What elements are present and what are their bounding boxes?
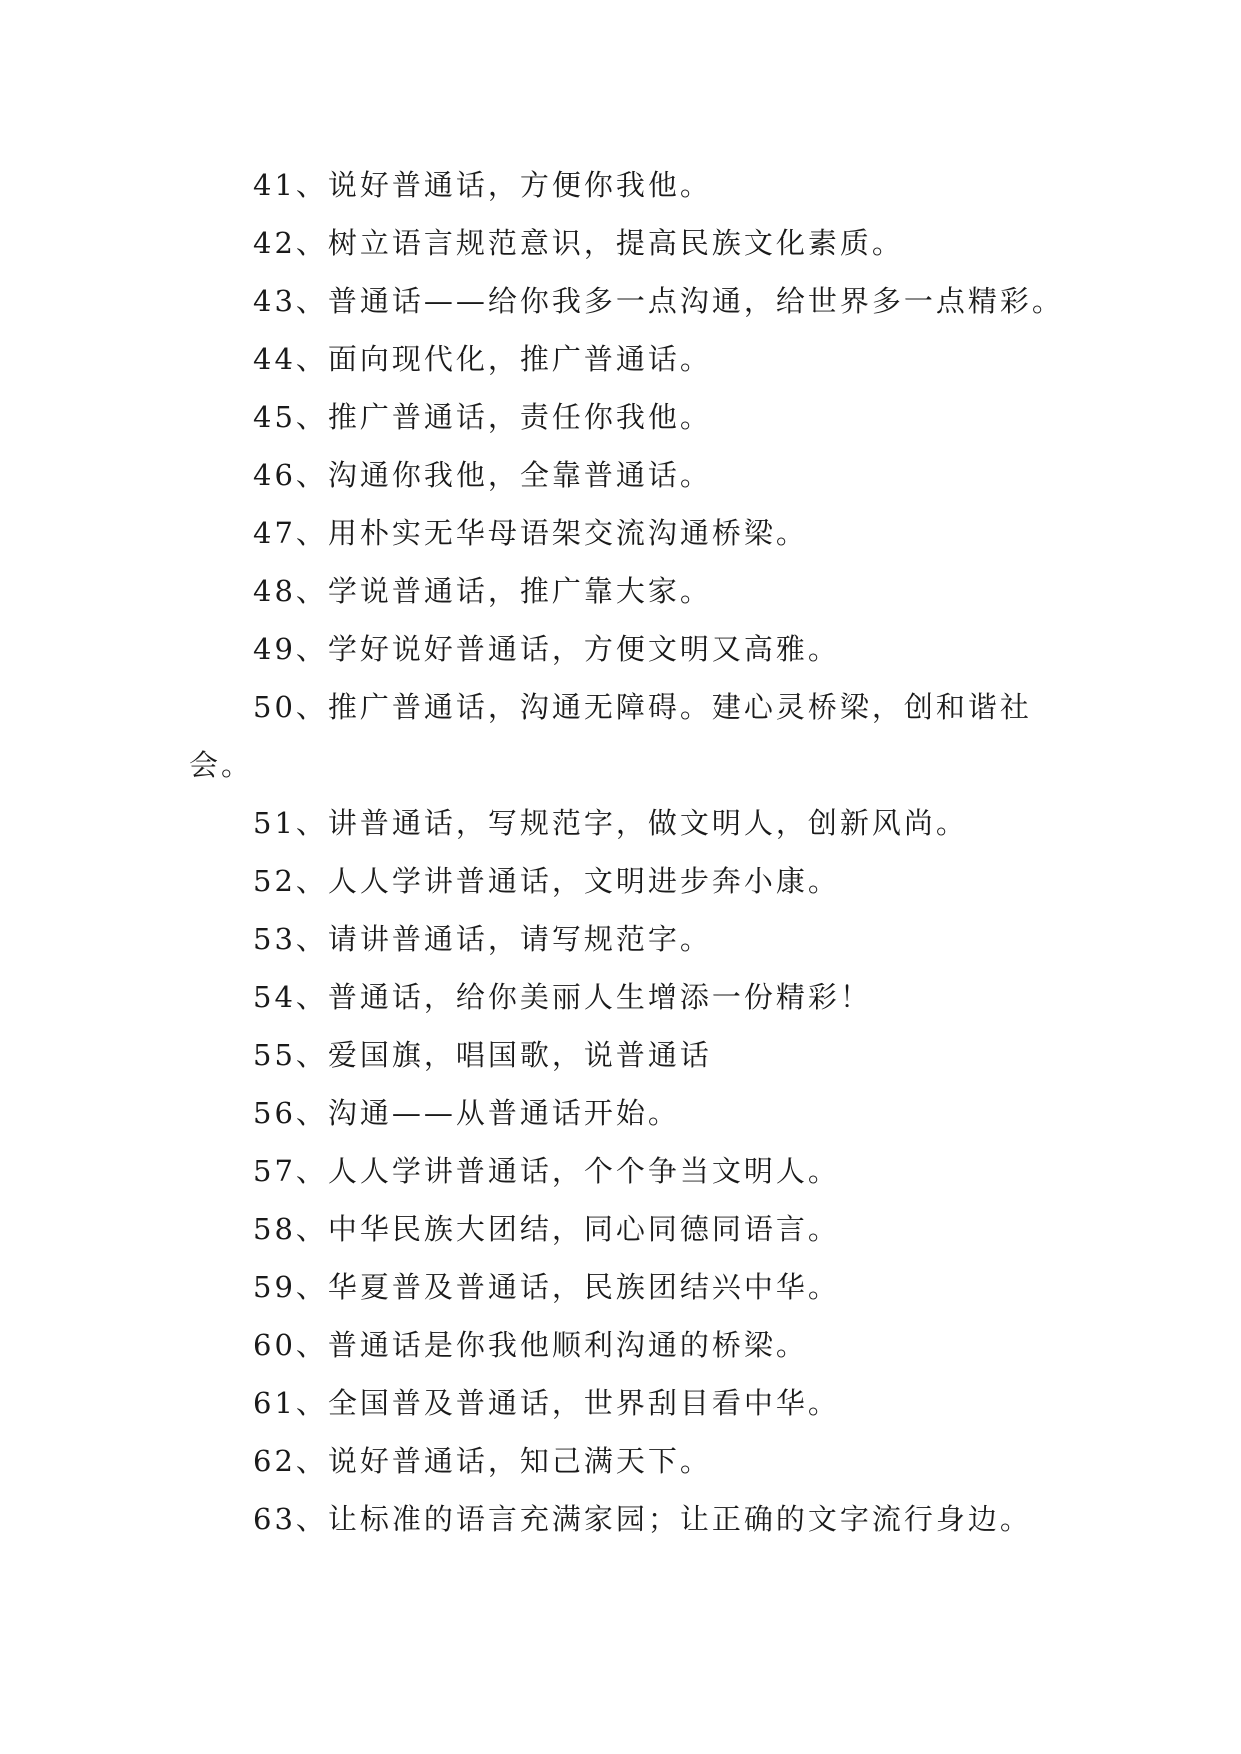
slogan-line: 48、学说普通话，推广靠大家。	[253, 574, 712, 608]
slogan-line: 46、沟通你我他，全靠普通话。	[253, 458, 712, 492]
slogan-line: 56、沟通——从普通话开始。	[253, 1096, 680, 1130]
slogan-line: 49、学好说好普通话，方便文明又高雅。	[253, 632, 840, 666]
slogan-line: 57、人人学讲普通话，个个争当文明人。	[253, 1154, 840, 1188]
slogan-line: 60、普通话是你我他顺利沟通的桥梁。	[253, 1328, 808, 1362]
slogan-line: 62、说好普通话，知己满天下。	[253, 1444, 712, 1478]
slogan-line-continuation: 会。	[189, 748, 254, 782]
slogan-line: 41、说好普通话，方便你我他。	[253, 168, 712, 202]
slogan-line: 63、让标准的语言充满家园；让正确的文字流行身边。	[253, 1502, 1032, 1536]
slogan-line: 45、推广普通话，责任你我他。	[253, 400, 712, 434]
slogan-line: 44、面向现代化，推广普通话。	[253, 342, 712, 376]
slogan-line: 47、用朴实无华母语架交流沟通桥梁。	[253, 516, 808, 550]
slogan-line: 54、普通话，给你美丽人生增添一份精彩！	[253, 980, 872, 1014]
slogan-line: 58、中华民族大团结，同心同德同语言。	[253, 1212, 840, 1246]
slogan-line: 52、人人学讲普通话，文明进步奔小康。	[253, 864, 840, 898]
slogan-line: 61、全国普及普通话，世界刮目看中华。	[253, 1386, 840, 1420]
slogan-line: 55、爱国旗，唱国歌，说普通话	[253, 1038, 712, 1072]
slogan-line: 43、普通话——给你我多一点沟通，给世界多一点精彩。	[253, 284, 1064, 318]
slogan-line: 51、讲普通话，写规范字，做文明人，创新风尚。	[253, 806, 968, 840]
slogan-line: 53、请讲普通话，请写规范字。	[253, 922, 712, 956]
slogan-line: 42、树立语言规范意识，提高民族文化素质。	[253, 226, 904, 260]
slogan-line: 59、华夏普及普通话，民族团结兴中华。	[253, 1270, 840, 1304]
slogan-line: 50、推广普通话，沟通无障碍。建心灵桥梁，创和谐社	[253, 690, 1032, 724]
